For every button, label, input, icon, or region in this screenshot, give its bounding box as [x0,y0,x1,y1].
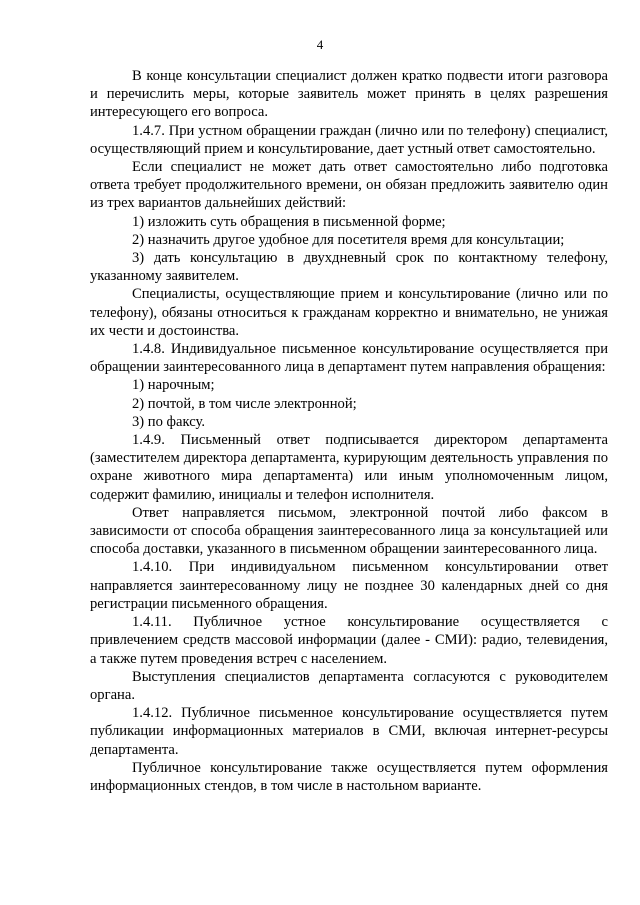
document-body [90,67,608,795]
paragraph: В конце консультации специалист должен кратко подвести итоги разговора и перечислить меры, которые заявитель может принять в целях разрешения интересующего его вопроса. [90,68,608,121]
list-item: 3) дать консультацию в двухдневный срок по контактному телефону, указанному заявителем. [90,250,608,285]
page-number: 4 [316,37,324,52]
paragraph: 1.4.8. Индивидуальное письменное консультирование осуществляется при обращении заинтересованного лица в департамент путем направления обращения: [90,341,608,376]
list-item: 2) назначить другое удобное для посетителя время для консультации; [132,231,565,248]
paragraph: 1.4.12. Публичное письменное консультирование осуществляется путем публикации информационных материалов в СМИ, включая интернет-ресурсы департамента. [90,705,608,758]
list-item: 1) нарочным; [132,377,215,394]
list-item: 3) по факсу. [132,413,205,430]
paragraph: 1.4.9. Письменный ответ подписывается директором департамента (заместителем директора департамента, курирующим деятельность управления по охране животного мира департамента) или иным уполномоченным лицом, содержит фамилию, инициалы и телефон исполнителя. [90,432,608,503]
paragraph: Специалисты, осуществляющие прием и консультирование (лично или по телефону), обязаны относиться к гражданам корректно и внимательно, не унижая их чести и достоинства. [90,286,608,339]
paragraph: Если специалист не может дать ответ самостоятельно либо подготовка ответа требует продолжительного времени, он обязан предложить заявителю один из трех вариантов дальнейших действий: [90,159,608,212]
paragraph: 1.4.7. При устном обращении граждан (лично или по телефону) специалист, осуществляющий прием и консультирование, дает устный ответ самостоятельно. [90,122,608,157]
paragraph: 1.4.11. Публичное устное консультирование осуществляется с привлечением средств массовой информации (далее - СМИ): радио, телевидения, а также путем проведения встреч с населением. [90,614,608,667]
list-item: 2) почтой, в том числе электронной; [132,395,357,412]
paragraph: Публичное консультирование также осуществляется путем оформления информационных стендов, в том числе в настольном варианте. [90,759,608,794]
paragraph: Ответ направляется письмом, электронной почтой либо факсом в зависимости от способа обращения заинтересованного лица за консультацией или способа доставки, указанного в письменном обращении заинтересованного лица. [90,504,608,558]
paragraph: 1.4.10. При индивидуальном письменном консультировании ответ направляется заинтересованному лицу не позднее 30 календарных дней со дня регистрации письменного обращения. [90,559,608,612]
list-item: 1) изложить суть обращения в письменной форме; [132,213,446,230]
paragraph: Выступления специалистов департамента согласуются с руководителем органа. [90,668,608,703]
